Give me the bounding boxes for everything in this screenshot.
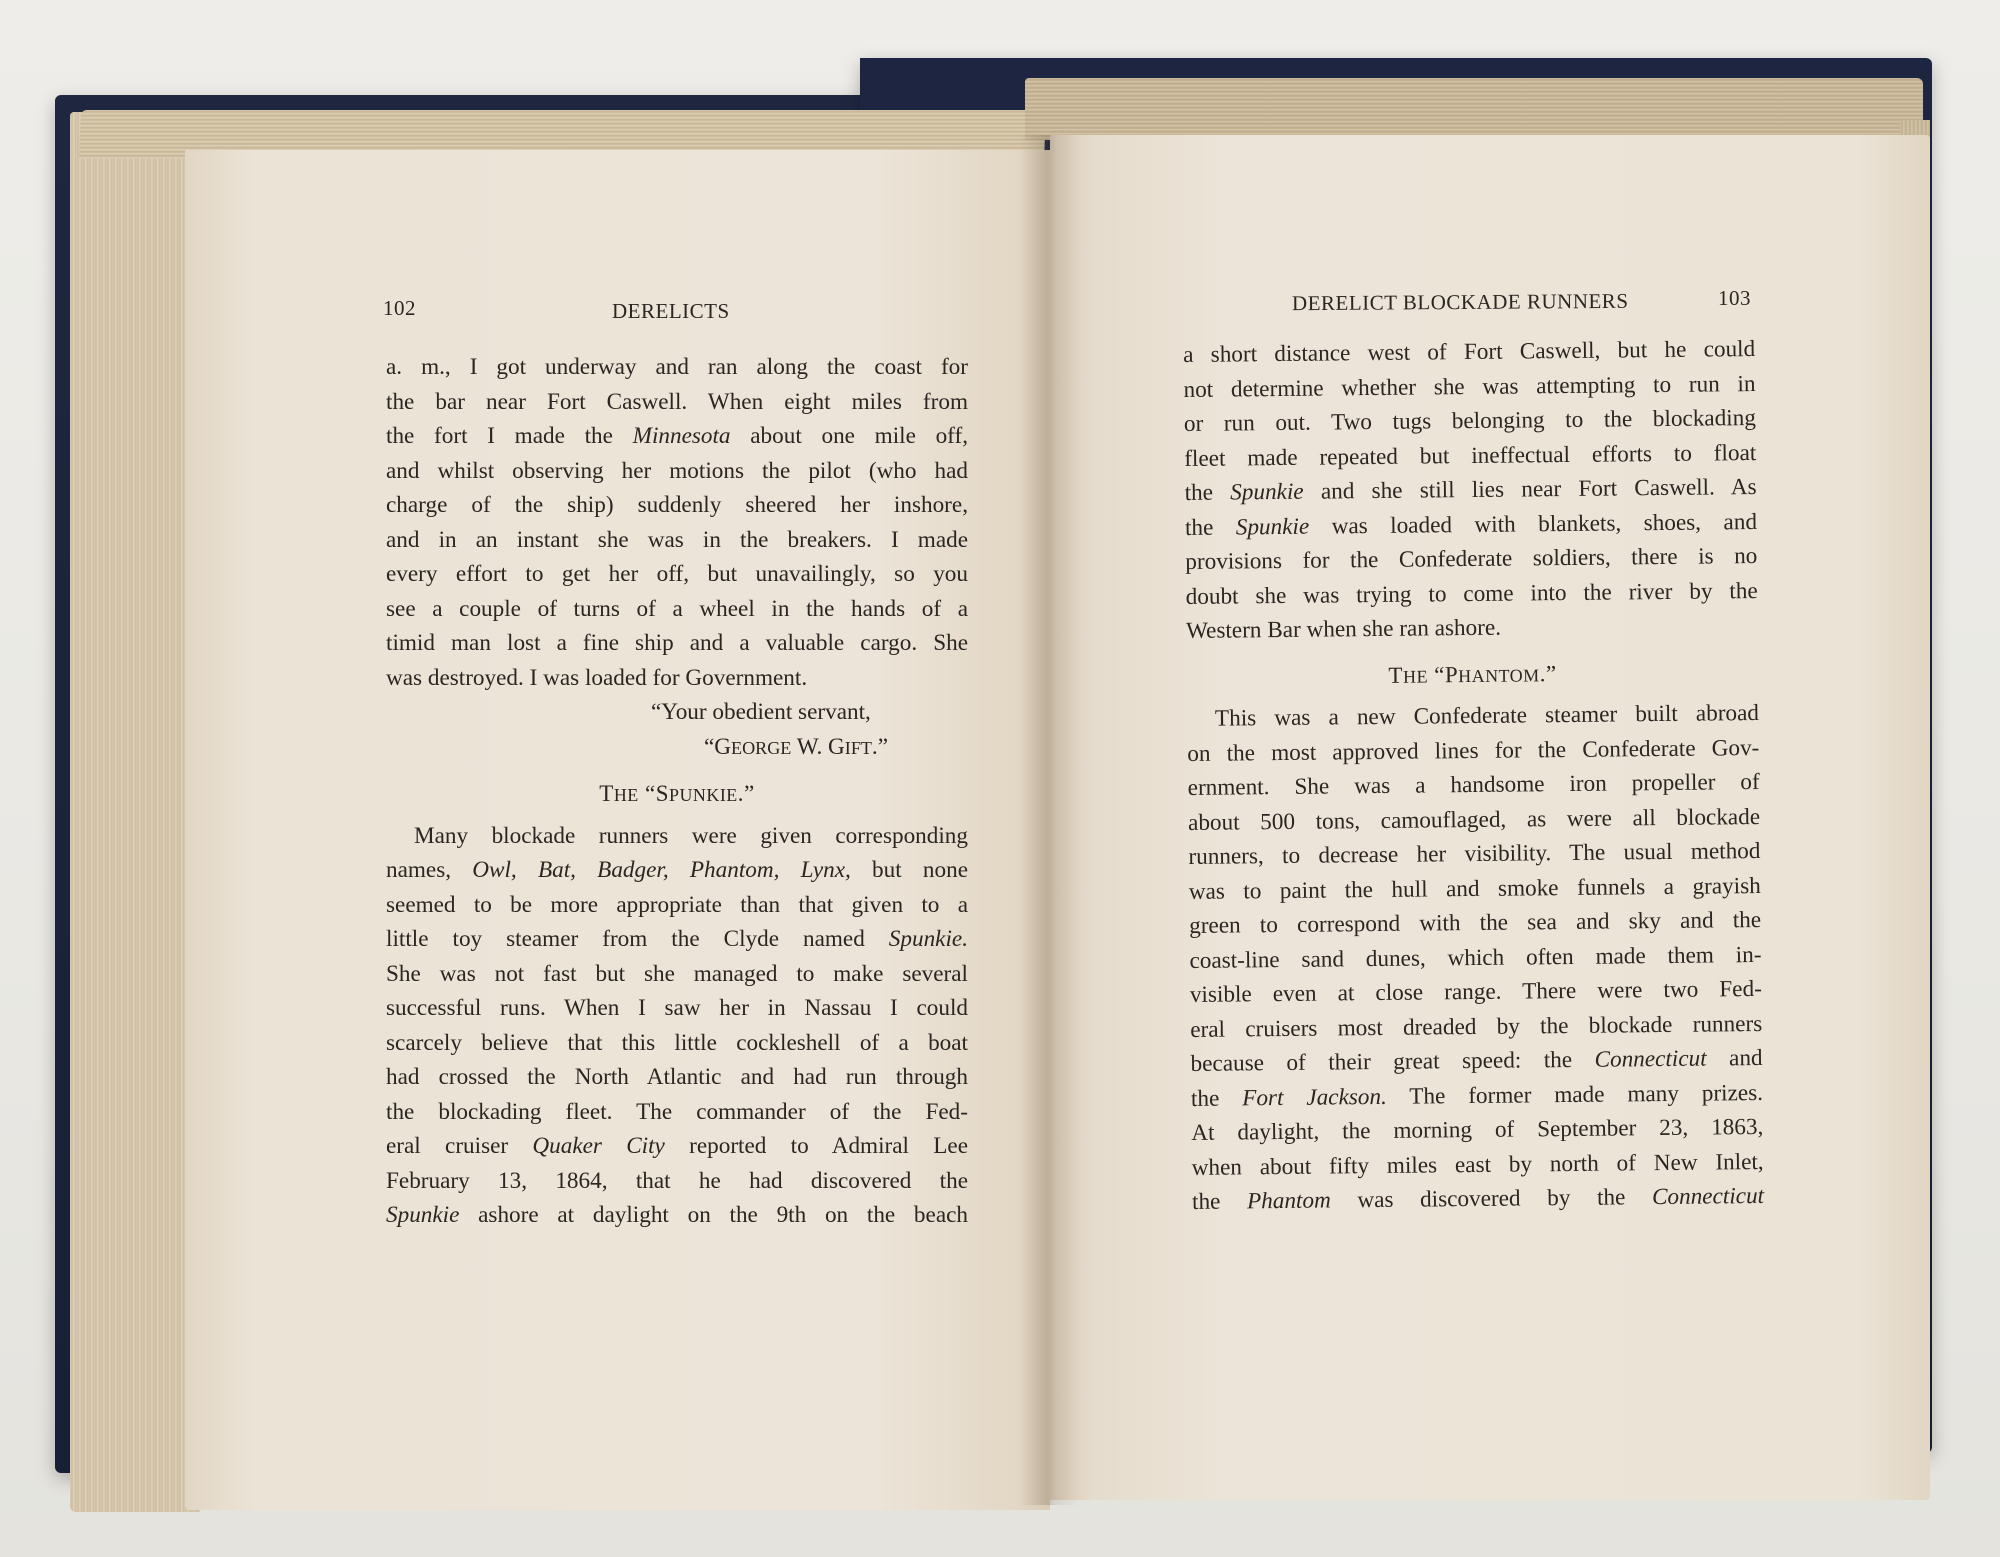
- text-line: seemed to be more appropriate than that given to a: [386, 891, 968, 918]
- text-line: February 13, 1864, that he had discovered the: [386, 1167, 968, 1194]
- text-line: the Spunkie was loaded with blankets, shoes, and: [1184, 508, 1758, 541]
- text-line: on the most approved lines for the Confederate Gov-: [1187, 734, 1760, 767]
- text-line: fleet made repeated but ineffectual efforts to float: [1184, 439, 1757, 472]
- text-line: the Spunkie and she still lies near Fort Caswell. As: [1184, 474, 1757, 506]
- text-line: when about fifty miles east by north of New Inlet,: [1191, 1148, 1764, 1181]
- text-line: runners, to decrease her visibility. The usual method: [1188, 837, 1761, 870]
- text-line: At daylight, the morning of September 23, 1863,: [1191, 1113, 1764, 1146]
- text-line: charge of the ship) suddenly sheered her inshore,: [386, 492, 968, 518]
- text-line: names, Owl, Bat, Badger, Phantom, Lynx, but none: [386, 857, 968, 883]
- text-line: the bar near Fort Caswell. When eight miles from: [386, 388, 968, 415]
- text-line: every effort to get her off, but unavailingly, so you: [386, 561, 968, 587]
- text-line: green to correspond with the sea and sky and the: [1189, 906, 1762, 939]
- right-paragraph-phantom: [1187, 696, 1764, 1219]
- page-block-edge-left: [70, 112, 200, 1512]
- left-body-text: [386, 350, 968, 1233]
- text-line: was to paint the hull and smoke funnels a grayish: [1188, 872, 1761, 905]
- text-line: timid man lost a fine ship and a valuable cargo. She: [386, 630, 968, 656]
- right-page-number: 103: [1718, 286, 1751, 310]
- text-line: see a couple of turns of a wheel in the hands of a: [386, 595, 968, 622]
- text-line: a short distance west of Fort Caswell, but he could: [1183, 336, 1756, 368]
- text-line: provisions for the Confederate soldiers, there is no: [1185, 542, 1758, 575]
- text-line: about 500 tons, camouflaged, as were all blockade: [1187, 803, 1761, 836]
- text-line: Many blockade runners were given corresponding: [414, 822, 968, 849]
- text-line: had crossed the North Atlantic and had run through: [386, 1064, 968, 1090]
- text-line: eral cruisers most dreaded by the blockade runners: [1190, 1010, 1763, 1043]
- text-line: and in an instant she was in the breakers. I made: [386, 526, 968, 553]
- text-line: was destroyed. I was loaded for Government.: [386, 664, 808, 691]
- section-title-spunkie: THE “SPUNKIE.”: [599, 781, 755, 806]
- text-line: or run out. Two tugs belonging to the blockading: [1183, 405, 1757, 437]
- text-line: the blockading fleet. The commander of the Fed-: [386, 1098, 968, 1125]
- text-line: scarcely believe that this little cockleshell of a boat: [386, 1029, 968, 1056]
- text-line: not determine whether she was attempting to run in: [1183, 370, 1756, 403]
- text-line: coast-line sand dunes, which often made them in-: [1189, 941, 1762, 974]
- text-line: eral cruiser Quaker City reported to Admiral Lee: [386, 1133, 968, 1159]
- text-line: the Fort Jackson. The former made many prizes.: [1190, 1079, 1764, 1112]
- text-line: successful runs. When I saw her in Nassau I could: [386, 995, 968, 1021]
- text-line: doubt she was trying to come into the river by the: [1185, 577, 1758, 610]
- left-paragraph-spunkie: [386, 819, 968, 1233]
- letter-signature: “GEORGE W. GIFT.”: [704, 733, 889, 760]
- text-line: Spunkie ashore at daylight on the 9th on the beach: [386, 1202, 968, 1228]
- left-page-number: 102: [383, 296, 416, 320]
- text-line: a. m., I got underway and ran along the coast for: [386, 354, 968, 380]
- left-running-head: DERELICTS: [612, 299, 730, 323]
- text-line: the fort I made the Minnesota about one mile off,: [386, 423, 968, 449]
- text-line: the Phantom was discovered by the Connecticut: [1191, 1182, 1765, 1215]
- right-running-head: DERELICT BLOCKADE RUNNERS: [1291, 288, 1629, 316]
- right-body-text: [1183, 332, 1764, 1219]
- right-paragraph-spunkie-cont: [1183, 332, 1758, 648]
- text-line: She was not fast but she managed to make several: [386, 960, 968, 987]
- text-line: visible even at close range. There were two Fed-: [1189, 975, 1762, 1008]
- section-title-phantom: THE “PHANTOM.”: [1388, 660, 1557, 688]
- text-line: Western Bar when she ran ashore.: [1185, 614, 1502, 644]
- page-block-top-right: [1025, 78, 1923, 140]
- text-line: This was a new Confederate steamer built abroad: [1214, 699, 1760, 732]
- text-line: because of their great speed: the Connecticut and: [1190, 1044, 1763, 1077]
- text-line: ernment. She was a handsome iron propeller of: [1187, 768, 1760, 801]
- left-paragraph-letter: [386, 350, 968, 695]
- text-line: and whilst observing her motions the pilot (who had: [386, 457, 968, 484]
- letter-closing: “Your obedient servant,: [651, 699, 871, 725]
- text-line: little toy steamer from the Clyde named Spunkie.: [386, 926, 968, 952]
